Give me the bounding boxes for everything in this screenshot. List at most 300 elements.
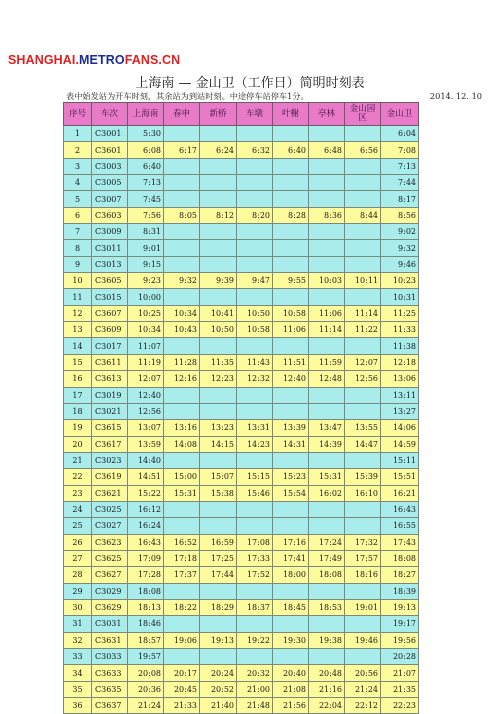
cell-time xyxy=(237,175,273,191)
cell-time: 22:23 xyxy=(381,698,419,714)
table-row xyxy=(64,583,419,599)
cell-time: 20:32 xyxy=(237,665,273,681)
cell-time: 14:40 xyxy=(128,452,164,468)
cell-no: 1 xyxy=(64,126,92,142)
cell-no: 11 xyxy=(64,289,92,305)
cell-time: 11:33 xyxy=(381,322,419,338)
table-row xyxy=(64,207,419,223)
cell-time: 16:02 xyxy=(309,485,345,501)
cell-time: 18:08 xyxy=(381,550,419,566)
cell-time: 21:16 xyxy=(309,681,345,697)
cell-time xyxy=(237,256,273,272)
cell-time xyxy=(309,338,345,354)
cell-no: 33 xyxy=(64,649,92,665)
cell-time: 13:27 xyxy=(381,403,419,419)
cell-time xyxy=(237,518,273,534)
cell-time: 18:57 xyxy=(128,632,164,648)
cell-time xyxy=(345,616,381,632)
cell-time xyxy=(200,126,237,142)
cell-time xyxy=(164,583,200,599)
cell-train: C3617 xyxy=(92,436,128,452)
cell-time xyxy=(345,501,381,517)
cell-time: 14:47 xyxy=(345,436,381,452)
cell-time: 18:46 xyxy=(128,616,164,632)
cell-no: 13 xyxy=(64,322,92,338)
cell-time: 11:28 xyxy=(164,354,200,370)
table-row xyxy=(64,485,419,501)
cell-time: 21:56 xyxy=(273,698,309,714)
col-header-shanghainan: 上海南 xyxy=(128,103,164,126)
table-row xyxy=(64,518,419,534)
table-row xyxy=(64,322,419,338)
cell-time xyxy=(164,452,200,468)
cell-time: 18:37 xyxy=(237,599,273,615)
table-row xyxy=(64,550,419,566)
timetable-date: 2014. 12. 10 xyxy=(429,91,482,101)
cell-time: 16:24 xyxy=(128,518,164,534)
col-header-no: 序号 xyxy=(64,103,92,126)
cell-train: C3621 xyxy=(92,485,128,501)
cell-train: C3021 xyxy=(92,403,128,419)
col-header-jinshanwei: 金山卫 xyxy=(381,103,419,126)
cell-time: 8:31 xyxy=(128,224,164,240)
cell-time xyxy=(200,191,237,207)
cell-time xyxy=(237,338,273,354)
cell-time: 11:59 xyxy=(309,354,345,370)
cell-time: 17:57 xyxy=(345,550,381,566)
cell-time xyxy=(345,387,381,403)
cell-time xyxy=(273,240,309,256)
cell-time: 8:28 xyxy=(273,207,309,223)
cell-train: C3027 xyxy=(92,518,128,534)
cell-no: 3 xyxy=(64,158,92,174)
cell-time xyxy=(237,289,273,305)
cell-time: 19:22 xyxy=(237,632,273,648)
cell-time: 20:56 xyxy=(345,665,381,681)
table-row xyxy=(64,436,419,452)
table-row xyxy=(64,126,419,142)
cell-time: 10:58 xyxy=(273,305,309,321)
cell-time: 8:12 xyxy=(200,207,237,223)
cell-no: 8 xyxy=(64,240,92,256)
cell-time: 18:22 xyxy=(164,599,200,615)
cell-time: 21:08 xyxy=(273,681,309,697)
cell-time: 17:32 xyxy=(345,534,381,550)
cell-time: 17:09 xyxy=(128,550,164,566)
cell-time: 13:39 xyxy=(273,420,309,436)
cell-time xyxy=(164,158,200,174)
table-row xyxy=(64,371,419,387)
cell-time: 14:08 xyxy=(164,436,200,452)
cell-no: 20 xyxy=(64,436,92,452)
cell-time xyxy=(200,256,237,272)
table-row xyxy=(64,175,419,191)
cell-time: 17:49 xyxy=(309,550,345,566)
cell-time xyxy=(164,175,200,191)
cell-no: 22 xyxy=(64,469,92,485)
cell-time: 9:32 xyxy=(381,240,419,256)
cell-time: 8:17 xyxy=(381,191,419,207)
cell-time: 19:06 xyxy=(164,632,200,648)
cell-time: 13:47 xyxy=(309,420,345,436)
table-row xyxy=(64,387,419,403)
cell-train: C3025 xyxy=(92,501,128,517)
cell-time xyxy=(200,583,237,599)
cell-time: 14:06 xyxy=(381,420,419,436)
cell-time: 12:56 xyxy=(345,371,381,387)
cell-no: 35 xyxy=(64,681,92,697)
cell-time xyxy=(164,256,200,272)
cell-time xyxy=(164,616,200,632)
col-header-xinqiao: 新桥 xyxy=(200,103,237,126)
cell-time: 10:25 xyxy=(128,305,164,321)
cell-time: 11:43 xyxy=(237,354,273,370)
cell-no: 34 xyxy=(64,665,92,681)
table-row xyxy=(64,403,419,419)
cell-time: 16:52 xyxy=(164,534,200,550)
cell-time: 12:40 xyxy=(273,371,309,387)
cell-time xyxy=(309,616,345,632)
cell-time: 21:07 xyxy=(381,665,419,681)
table-row xyxy=(64,354,419,370)
table-row xyxy=(64,567,419,583)
cell-time xyxy=(164,224,200,240)
table-row xyxy=(64,191,419,207)
cell-time xyxy=(345,583,381,599)
cell-time xyxy=(273,289,309,305)
cell-time: 15:31 xyxy=(164,485,200,501)
cell-time: 10:34 xyxy=(128,322,164,338)
cell-time: 12:16 xyxy=(164,371,200,387)
cell-time: 8:05 xyxy=(164,207,200,223)
cell-time xyxy=(345,158,381,174)
cell-time xyxy=(237,387,273,403)
cell-train: C3623 xyxy=(92,534,128,550)
cell-time: 11:06 xyxy=(309,305,345,321)
cell-time xyxy=(309,501,345,517)
cell-time: 9:39 xyxy=(200,273,237,289)
cell-no: 31 xyxy=(64,616,92,632)
cell-time: 13:31 xyxy=(237,420,273,436)
cell-train: C3619 xyxy=(92,469,128,485)
cell-time: 15:23 xyxy=(273,469,309,485)
cell-time: 18:16 xyxy=(345,567,381,583)
table-row xyxy=(64,273,419,289)
cell-no: 2 xyxy=(64,142,92,158)
cell-time xyxy=(309,191,345,207)
cell-time xyxy=(309,224,345,240)
cell-time xyxy=(164,387,200,403)
cell-time: 15:46 xyxy=(237,485,273,501)
cell-time: 15:51 xyxy=(381,469,419,485)
cell-no: 15 xyxy=(64,354,92,370)
site-watermark xyxy=(8,53,180,67)
cell-time xyxy=(309,452,345,468)
cell-train: C3635 xyxy=(92,681,128,697)
table-row xyxy=(64,338,419,354)
cell-time xyxy=(200,403,237,419)
table-row xyxy=(64,158,419,174)
table-row xyxy=(64,305,419,321)
cell-time: 11:19 xyxy=(128,354,164,370)
table-row xyxy=(64,420,419,436)
cell-time: 13:16 xyxy=(164,420,200,436)
cell-time xyxy=(273,501,309,517)
cell-time: 16:43 xyxy=(128,534,164,550)
cell-time: 12:40 xyxy=(128,387,164,403)
cell-time: 12:23 xyxy=(200,371,237,387)
cell-train: C3631 xyxy=(92,632,128,648)
cell-train: C3615 xyxy=(92,420,128,436)
cell-train: C3015 xyxy=(92,289,128,305)
cell-time: 6:48 xyxy=(309,142,345,158)
cell-no: 10 xyxy=(64,273,92,289)
cell-time xyxy=(200,289,237,305)
cell-time: 19:13 xyxy=(200,632,237,648)
cell-no: 16 xyxy=(64,371,92,387)
cell-train: C3031 xyxy=(92,616,128,632)
table-row xyxy=(64,256,419,272)
cell-train: C3629 xyxy=(92,599,128,615)
cell-time xyxy=(345,224,381,240)
cell-time: 17:16 xyxy=(273,534,309,550)
cell-time: 20:08 xyxy=(128,665,164,681)
cell-time: 7:13 xyxy=(128,175,164,191)
cell-time: 15:38 xyxy=(200,485,237,501)
cell-time: 20:36 xyxy=(128,681,164,697)
cell-no: 36 xyxy=(64,698,92,714)
cell-time: 7:56 xyxy=(128,207,164,223)
cell-time: 6:40 xyxy=(128,158,164,174)
cell-time: 14:23 xyxy=(237,436,273,452)
cell-no: 6 xyxy=(64,207,92,223)
cell-no: 19 xyxy=(64,420,92,436)
cell-no: 17 xyxy=(64,387,92,403)
table-row xyxy=(64,501,419,517)
cell-train: C3029 xyxy=(92,583,128,599)
cell-no: 28 xyxy=(64,567,92,583)
cell-time: 18:13 xyxy=(128,599,164,615)
cell-time: 17:18 xyxy=(164,550,200,566)
cell-time xyxy=(164,338,200,354)
cell-time: 22:04 xyxy=(309,698,345,714)
table-row xyxy=(64,649,419,665)
cell-time xyxy=(164,649,200,665)
cell-time xyxy=(237,616,273,632)
cell-time: 13:07 xyxy=(128,420,164,436)
cell-time: 19:01 xyxy=(345,599,381,615)
cell-time xyxy=(273,126,309,142)
cell-time: 16:59 xyxy=(200,534,237,550)
cell-time: 21:33 xyxy=(164,698,200,714)
col-header-tinglin: 亭林 xyxy=(309,103,345,126)
site-suffix: FANS.CN xyxy=(124,53,181,67)
cell-time: 15:22 xyxy=(128,485,164,501)
table-row xyxy=(64,665,419,681)
cell-time xyxy=(164,289,200,305)
cell-time: 12:32 xyxy=(237,371,273,387)
cell-time xyxy=(164,501,200,517)
cell-time: 11:14 xyxy=(345,305,381,321)
cell-time: 13:55 xyxy=(345,420,381,436)
cell-time xyxy=(273,649,309,665)
cell-time: 22:12 xyxy=(345,698,381,714)
cell-time: 11:35 xyxy=(200,354,237,370)
cell-time: 6:40 xyxy=(273,142,309,158)
cell-time: 18:00 xyxy=(273,567,309,583)
cell-time: 14:31 xyxy=(273,436,309,452)
cell-time: 19:17 xyxy=(381,616,419,632)
cell-time: 21:24 xyxy=(128,698,164,714)
cell-time: 10:34 xyxy=(164,305,200,321)
cell-train: C3633 xyxy=(92,665,128,681)
cell-time xyxy=(345,403,381,419)
cell-time: 18:45 xyxy=(273,599,309,615)
cell-train: C3627 xyxy=(92,567,128,583)
cell-time: 21:40 xyxy=(200,698,237,714)
cell-time: 10:58 xyxy=(237,322,273,338)
table-row xyxy=(64,240,419,256)
cell-time xyxy=(200,649,237,665)
cell-time: 8:36 xyxy=(309,207,345,223)
cell-time: 12:07 xyxy=(345,354,381,370)
site-mid: METRO xyxy=(79,53,125,67)
cell-time: 6:08 xyxy=(128,142,164,158)
cell-time: 17:33 xyxy=(237,550,273,566)
cell-time: 6:24 xyxy=(200,142,237,158)
cell-time: 11:07 xyxy=(128,338,164,354)
cell-time: 10:50 xyxy=(237,305,273,321)
cell-time: 17:08 xyxy=(237,534,273,550)
cell-time xyxy=(309,289,345,305)
cell-time xyxy=(237,403,273,419)
cell-no: 5 xyxy=(64,191,92,207)
col-header-yexie: 叶榭 xyxy=(273,103,309,126)
cell-train: C3613 xyxy=(92,371,128,387)
table-row xyxy=(64,469,419,485)
cell-time xyxy=(164,240,200,256)
cell-time: 20:40 xyxy=(273,665,309,681)
cell-train: C3019 xyxy=(92,387,128,403)
cell-no: 27 xyxy=(64,550,92,566)
cell-time xyxy=(309,158,345,174)
cell-time xyxy=(237,158,273,174)
cell-time: 13:59 xyxy=(128,436,164,452)
cell-time: 21:00 xyxy=(237,681,273,697)
cell-time xyxy=(273,452,309,468)
cell-time xyxy=(237,452,273,468)
cell-time: 15:39 xyxy=(345,469,381,485)
cell-train: C3009 xyxy=(92,224,128,240)
cell-time xyxy=(200,158,237,174)
cell-time xyxy=(345,240,381,256)
cell-no: 9 xyxy=(64,256,92,272)
cell-train: C3007 xyxy=(92,191,128,207)
cell-time xyxy=(237,240,273,256)
cell-no: 24 xyxy=(64,501,92,517)
cell-time xyxy=(273,224,309,240)
cell-time: 10:41 xyxy=(200,305,237,321)
cell-time: 10:50 xyxy=(200,322,237,338)
cell-time xyxy=(237,126,273,142)
cell-time xyxy=(309,583,345,599)
col-header-train: 车次 xyxy=(92,103,128,126)
cell-time: 9:32 xyxy=(164,273,200,289)
cell-time: 15:15 xyxy=(237,469,273,485)
cell-time: 20:17 xyxy=(164,665,200,681)
cell-time: 14:39 xyxy=(309,436,345,452)
cell-time: 8:44 xyxy=(345,207,381,223)
cell-time: 6:32 xyxy=(237,142,273,158)
cell-time: 11:38 xyxy=(381,338,419,354)
table-row xyxy=(64,452,419,468)
cell-time: 20:45 xyxy=(164,681,200,697)
cell-time: 11:25 xyxy=(381,305,419,321)
cell-time: 15:00 xyxy=(164,469,200,485)
table-row xyxy=(64,142,419,158)
cell-time: 17:44 xyxy=(200,567,237,583)
cell-no: 25 xyxy=(64,518,92,534)
cell-time xyxy=(273,403,309,419)
cell-time: 17:24 xyxy=(309,534,345,550)
cell-time xyxy=(345,518,381,534)
cell-time xyxy=(200,387,237,403)
cell-time xyxy=(345,452,381,468)
cell-time xyxy=(237,191,273,207)
cell-train: C3609 xyxy=(92,322,128,338)
cell-time xyxy=(273,583,309,599)
cell-time xyxy=(273,616,309,632)
cell-time: 12:56 xyxy=(128,403,164,419)
cell-time: 13:23 xyxy=(200,420,237,436)
cell-time: 11:51 xyxy=(273,354,309,370)
cell-time xyxy=(237,583,273,599)
cell-time xyxy=(200,616,237,632)
cell-time xyxy=(345,256,381,272)
cell-time xyxy=(345,175,381,191)
cell-time: 15:11 xyxy=(381,452,419,468)
cell-time: 16:55 xyxy=(381,518,419,534)
cell-time: 8:20 xyxy=(237,207,273,223)
cell-time: 20:28 xyxy=(381,649,419,665)
cell-time xyxy=(309,403,345,419)
cell-time: 11:22 xyxy=(345,322,381,338)
cell-time xyxy=(164,403,200,419)
cell-no: 30 xyxy=(64,599,92,615)
cell-train: C3003 xyxy=(92,158,128,174)
cell-time: 10:31 xyxy=(381,289,419,305)
timetable-note: 表中始发站为开车时刻，其余站为到站时刻。中途停车站停车1分。 xyxy=(66,91,309,101)
table-row xyxy=(64,681,419,697)
cell-time: 9:23 xyxy=(128,273,164,289)
cell-time xyxy=(200,240,237,256)
header-row xyxy=(64,103,419,126)
cell-train: C3011 xyxy=(92,240,128,256)
cell-time: 12:48 xyxy=(309,371,345,387)
cell-time: 17:28 xyxy=(128,567,164,583)
cell-time: 14:59 xyxy=(381,436,419,452)
cell-time: 20:24 xyxy=(200,665,237,681)
cell-time: 16:10 xyxy=(345,485,381,501)
cell-time: 6:17 xyxy=(164,142,200,158)
cell-time: 21:48 xyxy=(237,698,273,714)
cell-time: 17:25 xyxy=(200,550,237,566)
cell-time: 19:56 xyxy=(381,632,419,648)
cell-time: 9:55 xyxy=(273,273,309,289)
cell-time: 10:03 xyxy=(309,273,345,289)
col-header-jinshanyuanqu: 金山园区 xyxy=(345,103,381,126)
cell-time: 17:52 xyxy=(237,567,273,583)
